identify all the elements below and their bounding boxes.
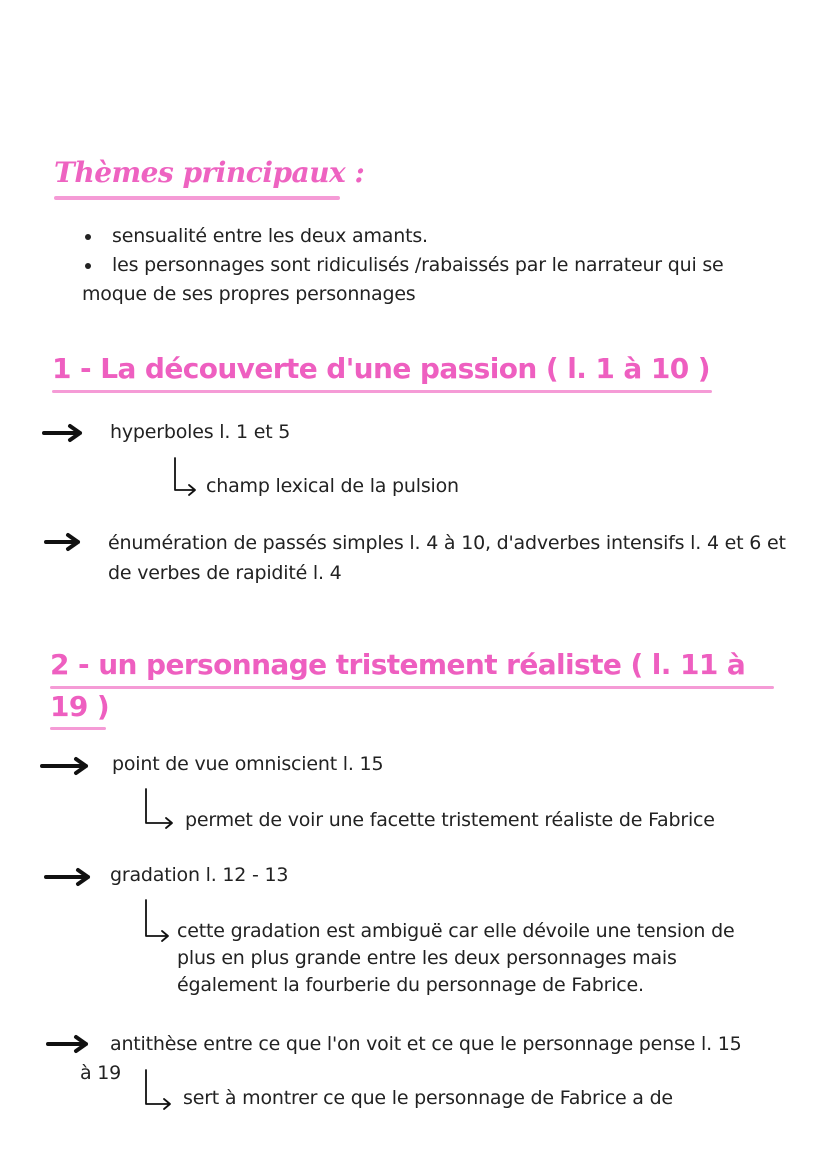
right-arrow-icon: [46, 1034, 92, 1054]
elbow-arrow-icon: [142, 1068, 176, 1112]
section-2-item-3-continuation: à 19: [80, 1062, 122, 1084]
section-2-item-3-sub: sert à montrer ce que le personnage de Fabrice a de: [183, 1087, 673, 1109]
elbow-arrow-icon: [142, 787, 178, 833]
section-2-item-1-sub: permet de voir une facette tristement réaliste de Fabrice: [185, 809, 715, 831]
theme-bullet-2-continuation: moque de ses propres personnages: [82, 283, 416, 305]
section-1-underline: [52, 390, 712, 393]
section-1-item-2-line-2: de verbes de rapidité l. 4: [108, 562, 342, 584]
right-arrow-icon: [42, 423, 86, 443]
section-1-item-1-sub: champ lexical de la pulsion: [206, 475, 459, 497]
theme-bullet-2: les personnages sont ridiculisés /rabaissés par le narrateur qui se: [112, 254, 724, 276]
section-2-item-2-sub-line-2: plus en plus grande entre les deux personnages mais: [177, 947, 677, 969]
themes-title-underline: [54, 196, 340, 200]
section-2-item-1: point de vue omniscient l. 15: [112, 753, 384, 775]
theme-bullet-1: sensualité entre les deux amants.: [112, 225, 428, 247]
section-2-item-2: gradation l. 12 - 13: [110, 864, 289, 886]
bullet-dot: [85, 263, 91, 269]
right-arrow-icon: [44, 532, 84, 552]
section-1-item-1: hyperboles l. 1 et 5: [110, 421, 291, 443]
right-arrow-icon: [40, 756, 92, 776]
section-2-title-line-2: 19 ): [50, 690, 110, 723]
section-1-title: 1 - La découverte d'une passion ( l. 1 à 10 ): [52, 352, 710, 385]
right-arrow-icon: [44, 867, 94, 887]
elbow-arrow-icon: [171, 456, 201, 498]
section-2-item-3: antithèse entre ce que l'on voit et ce que le personnage pense l. 15: [110, 1033, 742, 1055]
elbow-arrow-icon: [142, 898, 174, 944]
section-2-item-2-sub-line-1: cette gradation est ambiguë car elle dévoile une tension de: [177, 920, 735, 942]
themes-title: Thèmes principaux :: [54, 156, 365, 189]
section-2-item-2-sub-line-3: également la fourberie du personnage de Fabrice.: [177, 974, 644, 996]
section-2-underline-2: [50, 727, 106, 730]
section-1-item-2-line-1: énumération de passés simples l. 4 à 10, d'adverbes intensifs l. 4 et 6 et: [108, 532, 786, 554]
section-2-title-line-1: 2 - un personnage tristement réaliste ( l. 11 à: [50, 648, 746, 681]
bullet-dot: [85, 234, 91, 240]
section-2-underline-1: [50, 686, 774, 689]
